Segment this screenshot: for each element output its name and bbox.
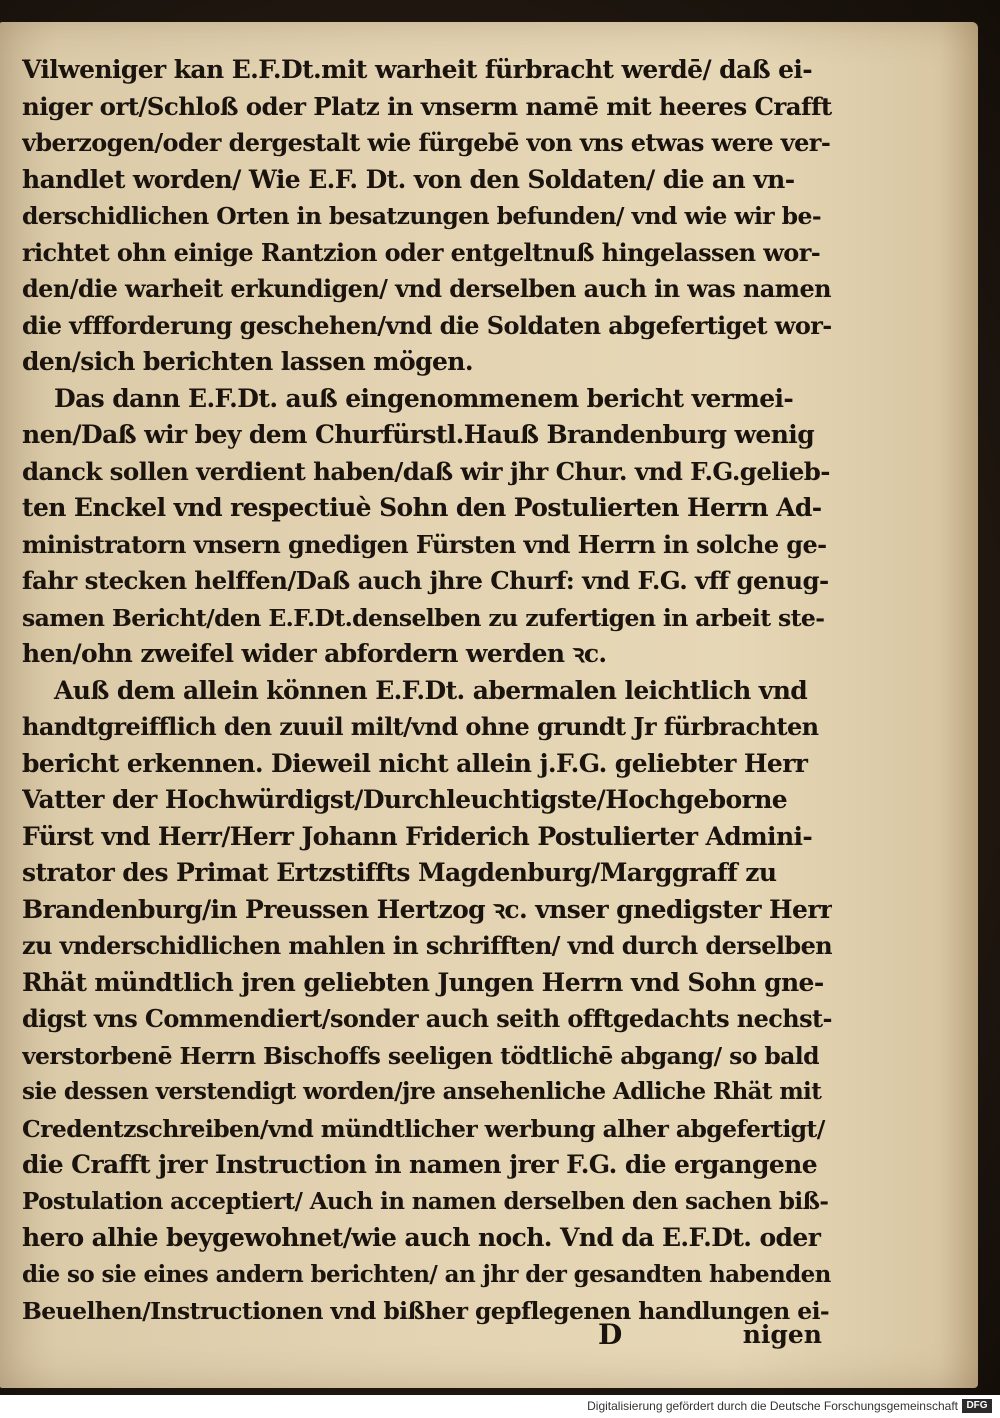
text-block xyxy=(22,52,832,1330)
text-line: Das dann E.F.Dt. auß eingenommenem bericht vermei- xyxy=(54,383,794,413)
text-line: Brandenburg/in Preussen Hertzog ꝛc. vnser gnedigster Herr xyxy=(22,894,832,924)
text-line: Rhät mündtlich jren geliebten Jungen Herrn vnd Sohn gne- xyxy=(22,967,824,997)
text-line: die vffforderung geschehen/vnd die Soldaten abgefertiget wor- xyxy=(22,310,832,340)
text-line: derschidlichen Orten in besatzungen befunden/ vnd wie wir be- xyxy=(22,202,821,230)
text-line: handlet worden/ Wie E.F. Dt. von den Soldaten/ die an vn- xyxy=(22,164,795,194)
text-line: samen Bericht/den E.F.Dt.denselben zu zufertigen in arbeit ste- xyxy=(22,603,825,632)
text-line: den/die warheit erkundigen/ vnd derselben auch in was namen xyxy=(22,274,831,303)
text-line: Credentzschreiben/vnd mündtlicher werbung alher abgefertigt/ xyxy=(22,1114,825,1143)
catchword: nigen xyxy=(742,1320,822,1349)
book-page xyxy=(0,22,978,1388)
text-line: verstorbenē Herrn Bischoffs seeligen tödtlichē abgang/ so bald xyxy=(22,1041,819,1070)
text-line: richtet ohn einige Rantzion oder entgeltnuß hingelassen wor- xyxy=(22,237,821,267)
signature-mark: D xyxy=(598,1318,623,1351)
text-line: Auß dem allein können E.F.Dt. abermalen leichtlich vnd xyxy=(54,675,808,705)
dfg-logo: DFG xyxy=(962,1399,992,1413)
text-line: hen/ohn zweifel wider abfordern werden ꝛc. xyxy=(22,639,607,668)
text-line: bericht erkennen. Dieweil nicht allein j.F.G. geliebter Herr xyxy=(22,748,808,778)
digitization-footer xyxy=(0,1395,1000,1418)
text-line: fahr stecken helffen/Daß auch jhre Churf: vnd F.G. vff genug- xyxy=(22,566,829,595)
text-line: Fürst vnd Herr/Herr Johann Friderich Postulierter Admini- xyxy=(22,821,813,851)
text-line: ministratorn vnsern gnedigen Fürsten vnd Herrn in solche ge- xyxy=(22,529,827,559)
footer-credit: Digitalisierung gefördert durch die Deutsche Forschungsgemeinschaft xyxy=(587,1399,958,1413)
page-bottom-row xyxy=(22,1318,832,1358)
text-line: Vilweniger kan E.F.Dt.mit warheit fürbracht werdē/ daß ei- xyxy=(22,55,813,84)
text-line: strator des Primat Ertzstiffts Magdenburg/Marggraff zu xyxy=(22,858,777,887)
text-line: niger ort/Schloß oder Platz in vnserm namē mit heeres Crafft xyxy=(22,91,832,121)
text-line: danck sollen verdient haben/daß wir jhr Chur. vnd F.G.gelieb- xyxy=(22,456,830,486)
text-line: sie dessen verstendigt worden/jre ansehenliche Adliche Rhät mit xyxy=(22,1078,822,1105)
text-line: nen/Daß wir bey dem Churfürstl.Hauß Brandenburg wenig xyxy=(22,420,815,449)
text-line: Beuelhen/Instructionen vnd bißher gepflegenen handlungen ei- xyxy=(22,1297,830,1325)
text-line: digst vns Commendiert/sonder auch seith offtgedachts nechst- xyxy=(22,1004,832,1033)
text-line: handtgreifflich den zuuil milt/vnd ohne grundt Jr fürbrachten xyxy=(22,712,819,741)
text-line: hero alhie beygewohnet/wie auch noch. Vnd da E.F.Dt. oder xyxy=(22,1223,821,1252)
text-line: zu vnderschidlichen mahlen in schrifften/ vnd durch derselben xyxy=(22,931,832,960)
text-line: ten Enckel vnd respectiuè Sohn den Postulierten Herrn Ad- xyxy=(22,493,822,522)
text-line: vberzogen/oder dergestalt wie fürgebē von vns etwas were ver- xyxy=(22,128,831,157)
text-line: den/sich berichten lassen mögen. xyxy=(22,347,473,376)
text-line: die so sie eines andern berichten/ an jhr der gesandten habenden xyxy=(22,1260,831,1288)
text-line: Postulation acceptiert/ Auch in namen derselben den sachen biß- xyxy=(22,1187,829,1215)
text-line: die Crafft jrer Instruction in namen jrer F.G. die ergangene xyxy=(22,1150,818,1179)
text-line: Vatter der Hochwürdigst/Durchleuchtigste/Hochgeborne xyxy=(22,785,788,814)
